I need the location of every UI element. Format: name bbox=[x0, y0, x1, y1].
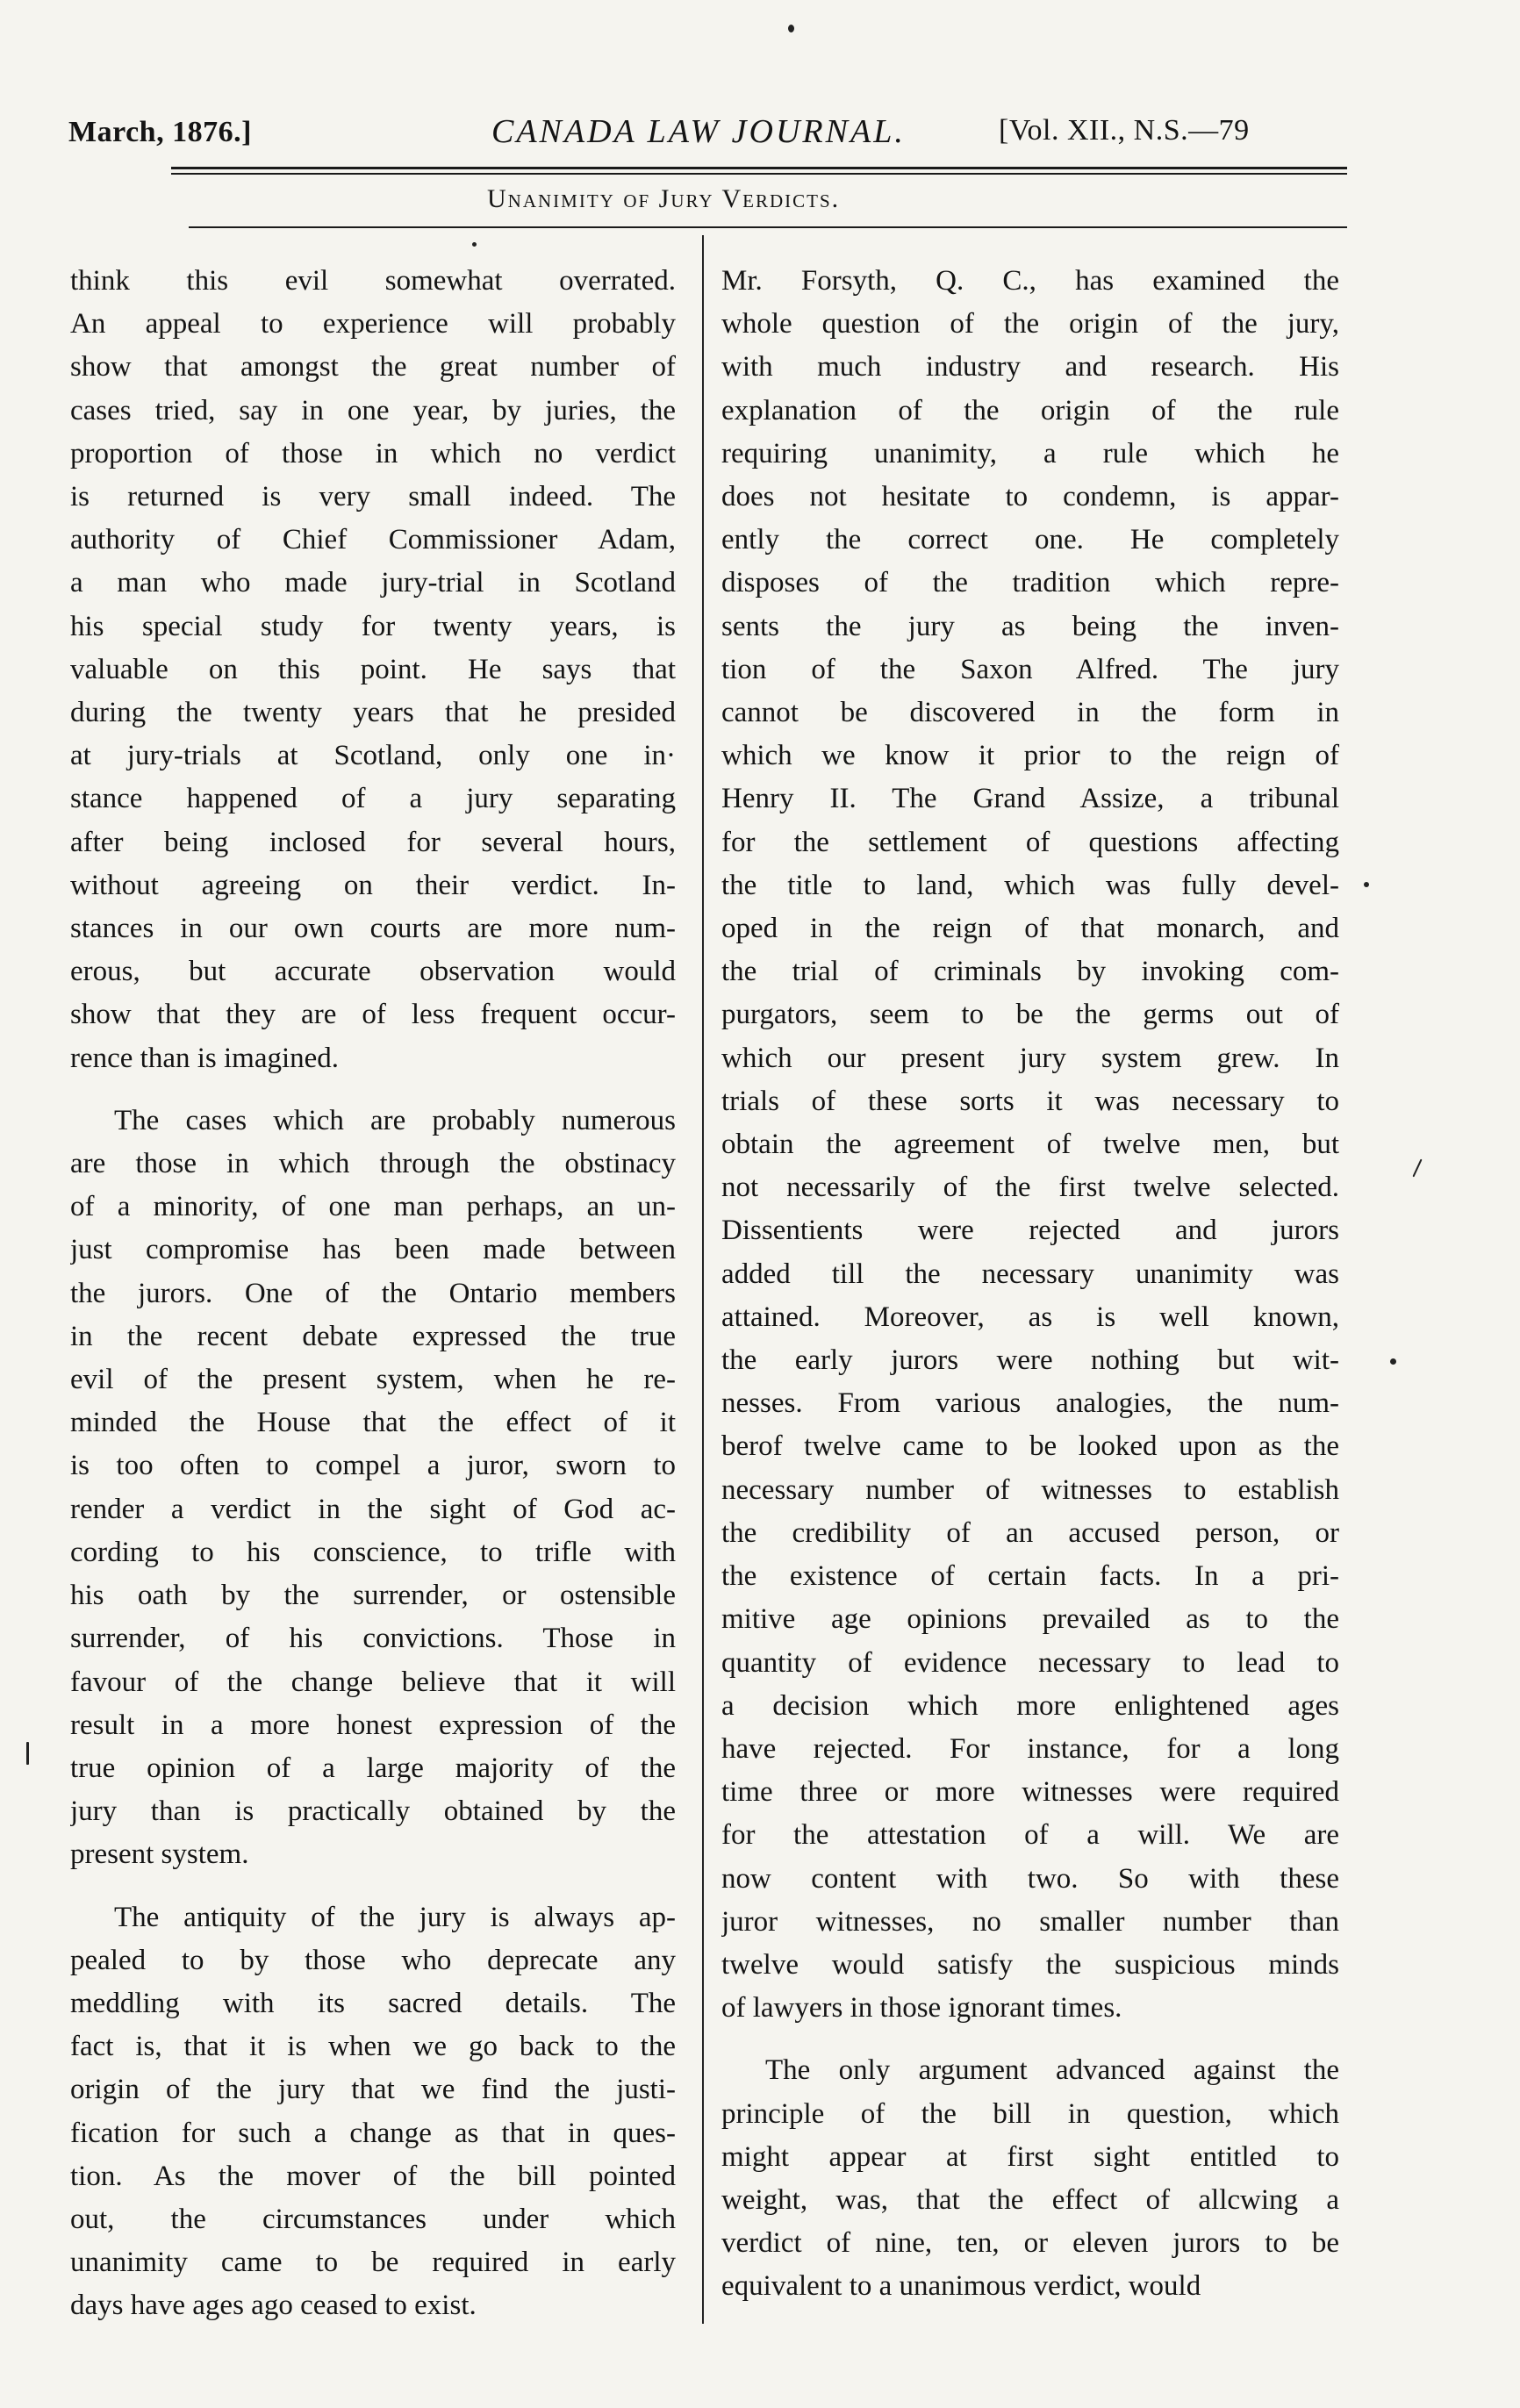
text-line: juror witnesses, no smaller number than bbox=[721, 1905, 1339, 1938]
paragraph bbox=[721, 260, 1339, 2030]
text-line: present system. bbox=[70, 1838, 249, 1871]
text-line: Henry II. The Grand Assize, a tribunal bbox=[721, 783, 1339, 815]
text-line: verdict of nine, ten, or eleven jurors to be bbox=[721, 2227, 1339, 2260]
text-line: origin of the jury that we find the justi- bbox=[70, 2074, 676, 2106]
header-rule-double bbox=[171, 173, 1347, 175]
text-line: not necessarily of the first twelve selected. bbox=[721, 1172, 1339, 1204]
text-line: stance happened of a jury separating bbox=[70, 783, 676, 815]
text-line: now content with two. So with these bbox=[721, 1862, 1339, 1895]
column-divider bbox=[702, 235, 704, 2324]
text-line: during the twenty years that he presided bbox=[70, 697, 676, 729]
text-line: have rejected. For instance, for a long bbox=[721, 1732, 1339, 1765]
text-line: the title to land, which was fully devel- bbox=[721, 869, 1339, 901]
text-line: oped in the reign of that monarch, and bbox=[721, 913, 1339, 945]
text-line: the early jurors were nothing but wit- bbox=[721, 1344, 1339, 1377]
text-line: his special study for twenty years, is bbox=[70, 610, 676, 642]
text-line: The cases which are probably numerous bbox=[114, 1104, 676, 1136]
text-line: The only argument advanced against the bbox=[765, 2054, 1339, 2087]
text-line: after being inclosed for several hours, bbox=[70, 826, 676, 858]
text-line: days have ages ago ceased to exist. bbox=[70, 2290, 477, 2322]
text-line: disposes of the tradition which repre- bbox=[721, 567, 1339, 599]
text-line: The antiquity of the jury is always ap- bbox=[114, 1901, 676, 1933]
text-line: tion of the Saxon Alfred. The jury bbox=[721, 653, 1339, 685]
text-line: cannot be discovered in the form in bbox=[721, 697, 1339, 729]
text-line: requiring unanimity, a rule which he bbox=[721, 437, 1339, 469]
text-line: pealed to by those who deprecate any bbox=[70, 1944, 676, 1976]
text-line: cording to his conscience, to trifle with bbox=[70, 1536, 676, 1568]
text-line: in the recent debate expressed the true bbox=[70, 1320, 676, 1352]
text-line: An appeal to experience will probably bbox=[70, 308, 676, 340]
scan-speck bbox=[788, 25, 794, 32]
text-line: true opinion of a large majority of the bbox=[70, 1752, 676, 1784]
text-line: for the settlement of questions affecting bbox=[721, 826, 1339, 858]
text-line: principle of the bill in question, which bbox=[721, 2097, 1339, 2130]
scan-speck bbox=[26, 1742, 29, 1765]
header-date: March, 1876.] bbox=[68, 116, 252, 148]
scan-speck bbox=[1412, 1159, 1422, 1178]
text-line: the credibility of an accused person, or bbox=[721, 1516, 1339, 1549]
text-line: necessary number of witnesses to establish bbox=[721, 1473, 1339, 1506]
text-line: attained. Moreover, as is well known, bbox=[721, 1301, 1339, 1333]
text-line: trials of these sorts it was necessary to bbox=[721, 1085, 1339, 1117]
text-line: a man who made jury-trial in Scotland bbox=[70, 567, 676, 599]
text-line: unanimity came to be required in early bbox=[70, 2247, 676, 2279]
text-line: at jury-trials at Scotland, only one in· bbox=[70, 740, 676, 772]
text-line: out, the circumstances under which bbox=[70, 2203, 676, 2235]
text-line: weight, was, that the effect of allcwing a bbox=[721, 2183, 1339, 2216]
text-line: mitive age opinions prevailed as to the bbox=[721, 1603, 1339, 1636]
text-line: quantity of evidence necessary to lead to bbox=[721, 1646, 1339, 1679]
text-line: show that they are of less frequent occur- bbox=[70, 999, 676, 1031]
right-column bbox=[721, 260, 1339, 2309]
text-line: surrender, of his convictions. Those in bbox=[70, 1623, 676, 1655]
text-line: fact is, that it is when we go back to the bbox=[70, 2031, 676, 2063]
text-line: is too often to compel a juror, sworn to bbox=[70, 1450, 676, 1482]
text-line: rence than is imagined. bbox=[70, 1042, 340, 1074]
text-line: the existence of certain facts. In a pri- bbox=[721, 1560, 1339, 1593]
scan-speck bbox=[1364, 882, 1369, 887]
text-line: without agreeing on their verdict. In- bbox=[70, 869, 676, 901]
text-line: time three or more witnesses were required bbox=[721, 1776, 1339, 1809]
header-journal-title: CANADA LAW JOURNAL. bbox=[491, 113, 906, 150]
text-line: nesses. From various analogies, the num- bbox=[721, 1387, 1339, 1420]
text-line: which our present jury system grew. In bbox=[721, 1042, 1339, 1074]
paragraph bbox=[70, 260, 676, 1080]
text-line: with much industry and research. His bbox=[721, 351, 1339, 383]
scan-speck bbox=[1390, 1358, 1396, 1365]
text-line: purgators, seem to be the germs out of bbox=[721, 999, 1339, 1031]
text-line: for the attestation of a will. We are bbox=[721, 1819, 1339, 1852]
text-line: stances in our own courts are more num- bbox=[70, 913, 676, 945]
text-line: twelve would satisfy the suspicious minds bbox=[721, 1948, 1339, 1981]
text-line: obtain the agreement of twelve men, but bbox=[721, 1129, 1339, 1161]
text-line: ently the correct one. He completely bbox=[721, 524, 1339, 556]
text-line: cases tried, say in one year, by juries, the bbox=[70, 394, 676, 426]
text-line: berof twelve came to be looked upon as the bbox=[721, 1430, 1339, 1463]
text-line: might appear at first sight entitled to bbox=[721, 2140, 1339, 2173]
text-line: sents the jury as being the inven- bbox=[721, 610, 1339, 642]
article-title: Unanimity of Jury Verdicts. bbox=[487, 184, 841, 213]
text-line: the jurors. One of the Ontario members bbox=[70, 1277, 676, 1309]
text-line: of lawyers in those ignorant times. bbox=[721, 1992, 1122, 2025]
text-line: whole question of the origin of the jury, bbox=[721, 308, 1339, 340]
text-line: equivalent to a unanimous verdict, would bbox=[721, 2270, 1201, 2303]
text-line: result in a more honest expression of the bbox=[70, 1709, 676, 1741]
paragraph bbox=[70, 1100, 676, 1877]
text-line: tion. As the mover of the bill pointed bbox=[70, 2160, 676, 2192]
paragraph bbox=[721, 2049, 1339, 2308]
text-line: Dissentients were rejected and jurors bbox=[721, 1215, 1339, 1247]
header-volume: [Vol. XII., N.S.—79 bbox=[999, 114, 1250, 147]
text-line: evil of the present system, when he re- bbox=[70, 1364, 676, 1396]
text-line: favour of the change believe that it will bbox=[70, 1666, 676, 1698]
text-line: added till the necessary unanimity was bbox=[721, 1258, 1339, 1290]
paragraph bbox=[70, 1896, 676, 2328]
text-line: the trial of criminals by invoking com- bbox=[721, 956, 1339, 988]
text-line: erous, but accurate observation would bbox=[70, 956, 676, 988]
text-line: show that amongst the great number of bbox=[70, 351, 676, 383]
text-line: just compromise has been made between bbox=[70, 1234, 676, 1266]
text-line: of a minority, of one man perhaps, an un- bbox=[70, 1191, 676, 1223]
left-column bbox=[70, 260, 676, 2328]
text-line: a decision which more enlightened ages bbox=[721, 1689, 1339, 1722]
text-line: minded the House that the effect of it bbox=[70, 1407, 676, 1439]
scan-speck bbox=[472, 242, 477, 247]
text-line: authority of Chief Commissioner Adam, bbox=[70, 524, 676, 556]
text-line: explanation of the origin of the rule bbox=[721, 394, 1339, 426]
text-line: is returned is very small indeed. The bbox=[70, 481, 676, 513]
text-line: think this evil somewhat overrated. bbox=[70, 265, 676, 297]
text-line: are those in which through the obstinacy bbox=[70, 1148, 676, 1180]
text-line: Mr. Forsyth, Q. C., has examined the bbox=[721, 265, 1339, 297]
text-line: his oath by the surrender, or ostensible bbox=[70, 1580, 676, 1612]
title-rule bbox=[189, 226, 1347, 228]
text-line: render a verdict in the sight of God ac- bbox=[70, 1493, 676, 1525]
text-line: meddling with its sacred details. The bbox=[70, 1987, 676, 2019]
text-line: proportion of those in which no verdict bbox=[70, 437, 676, 469]
text-line: does not hesitate to condemn, is appar- bbox=[721, 481, 1339, 513]
text-line: jury than is practically obtained by the bbox=[70, 1795, 676, 1828]
header-rule-top bbox=[171, 167, 1347, 169]
text-line: valuable on this point. He says that bbox=[70, 653, 676, 685]
text-line: fication for such a change as that in ques- bbox=[70, 2117, 676, 2149]
text-line: which we know it prior to the reign of bbox=[721, 740, 1339, 772]
